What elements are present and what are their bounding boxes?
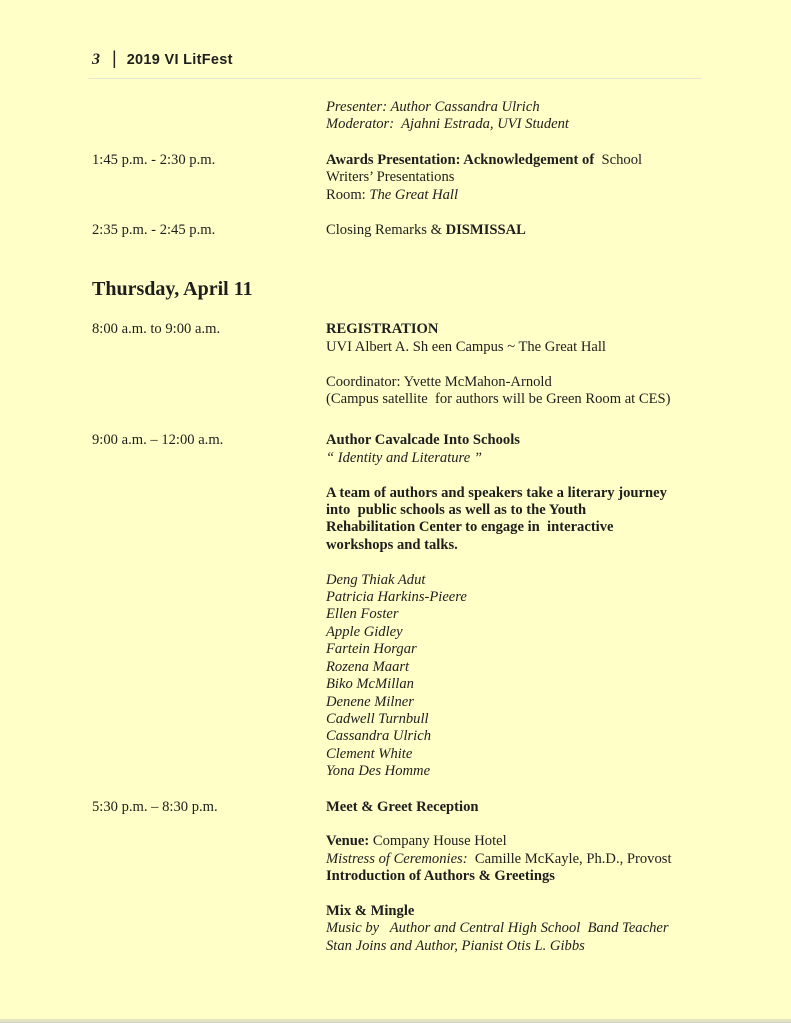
- author-list-item: Fartein Horgar: [326, 641, 417, 658]
- cavalcade-theme: “ Identity and Literature ”: [326, 449, 482, 466]
- awards-title-line: [326, 152, 771, 169]
- cavalcade-content: [326, 432, 771, 780]
- presenter-line: Presenter: Author Cassandra Ulrich: [326, 99, 540, 115]
- awards-line2: Writers’ Presentations: [326, 169, 455, 186]
- moderator-line: Moderator: Ajahni Estrada, UVI Student: [326, 116, 569, 133]
- awards-title-bold: Awards Presentation: Acknowledgement of: [326, 151, 595, 168]
- session-registration-row: [92, 321, 791, 408]
- reception-content: [326, 799, 771, 956]
- author-list-item: Cadwell Turnbull: [326, 710, 429, 727]
- page-number: 3: [92, 51, 100, 68]
- author-list-item: Patricia Harkins-Pieere: [326, 589, 467, 606]
- reception-venue-line: [326, 833, 771, 850]
- session-presenter-content: [326, 99, 771, 134]
- session-presenter-row: [92, 99, 791, 134]
- author-list-item: Ellen Foster: [326, 606, 399, 623]
- reception-mc-line: [326, 851, 771, 868]
- author-list-item: Biko McMillan: [326, 676, 414, 693]
- closing-regular: Closing Remarks &: [326, 222, 446, 239]
- header-divider: |: [112, 48, 117, 68]
- mix-mingle-title: Mix & Mingle: [326, 902, 415, 919]
- header-title: 2019 VI LitFest: [126, 52, 233, 68]
- schedule: [92, 99, 791, 955]
- venue-label: Venue:: [326, 833, 370, 850]
- awards-title-rest: School: [594, 151, 643, 168]
- cavalcade-description-line: into public schools as well as to the Youth: [326, 502, 587, 519]
- cavalcade-time: 9:00 a.m. – 12:00 a.m.: [92, 432, 224, 449]
- awards-room-line: [326, 187, 771, 204]
- reception-title: Meet & Greet Reception: [326, 798, 479, 815]
- closing-line: [326, 222, 771, 239]
- author-list-item: Yona Des Homme: [326, 763, 431, 780]
- spacer: [326, 554, 771, 571]
- session-cavalcade-row: [92, 432, 791, 780]
- music-line: Stan Joins and Author, Pianist Otis L. Gibbs: [326, 937, 585, 954]
- session-closing-row: [92, 222, 791, 239]
- registration-content: [326, 321, 771, 408]
- day-heading: Thursday, April 11: [92, 278, 253, 301]
- closing-content: [326, 222, 771, 239]
- author-list-item: Denene Milner: [326, 693, 414, 710]
- session-reception-row: [92, 799, 791, 956]
- author-list-item: Cassandra Ulrich: [326, 728, 432, 745]
- reception-intro: Introduction of Authors & Greetings: [326, 868, 555, 885]
- session-awards-row: [92, 152, 791, 204]
- cavalcade-title: Author Cavalcade Into Schools: [326, 432, 520, 449]
- awards-time: 1:45 p.m. - 2:30 p.m.: [92, 151, 216, 168]
- spacer: [326, 886, 771, 903]
- cavalcade-description-line: Rehabilitation Center to engage in interactive: [326, 519, 614, 536]
- registration-venue: UVI Albert A. Sh een Campus ~ The Great Hall: [326, 338, 606, 355]
- music-line: Music by Author and Central High School Band Teacher: [326, 920, 669, 937]
- awards-content: [326, 152, 771, 204]
- page-bottom-edge: [0, 1019, 791, 1023]
- registration-note: (Campus satellite for authors will be Green Room at CES): [326, 391, 671, 408]
- mc-value: Camille McKayle, Ph.D., Provost: [467, 850, 672, 867]
- running-header: [92, 48, 791, 69]
- author-list-item: Clement White: [326, 745, 413, 762]
- author-list-item: Apple Gidley: [326, 623, 403, 640]
- author-list-item: Rozena Maart: [326, 658, 410, 675]
- time-cell-empty: [92, 99, 326, 134]
- venue-value: Company House Hotel: [369, 833, 507, 850]
- author-list-item: Deng Thiak Adut: [326, 571, 426, 588]
- registration-title: REGISTRATION: [326, 321, 439, 338]
- reception-time: 5:30 p.m. – 8:30 p.m.: [92, 798, 218, 815]
- cavalcade-description-line: workshops and talks.: [326, 536, 458, 553]
- closing-bold: DISMISSAL: [445, 222, 526, 239]
- spacer: [326, 816, 771, 833]
- header-rule: [88, 78, 702, 79]
- spacer: [326, 356, 771, 373]
- registration-coordinator: Coordinator: Yvette McMahon-Arnold: [326, 373, 552, 390]
- room-value: The Great Hall: [369, 186, 459, 203]
- spacer: [326, 467, 771, 484]
- cavalcade-description-line: A team of authors and speakers take a literary journey: [326, 484, 667, 501]
- registration-time: 8:00 a.m. to 9:00 a.m.: [92, 321, 221, 338]
- closing-time: 2:35 p.m. - 2:45 p.m.: [92, 222, 216, 239]
- mc-label: Mistress of Ceremonies:: [326, 850, 468, 867]
- room-label: Room:: [326, 186, 370, 203]
